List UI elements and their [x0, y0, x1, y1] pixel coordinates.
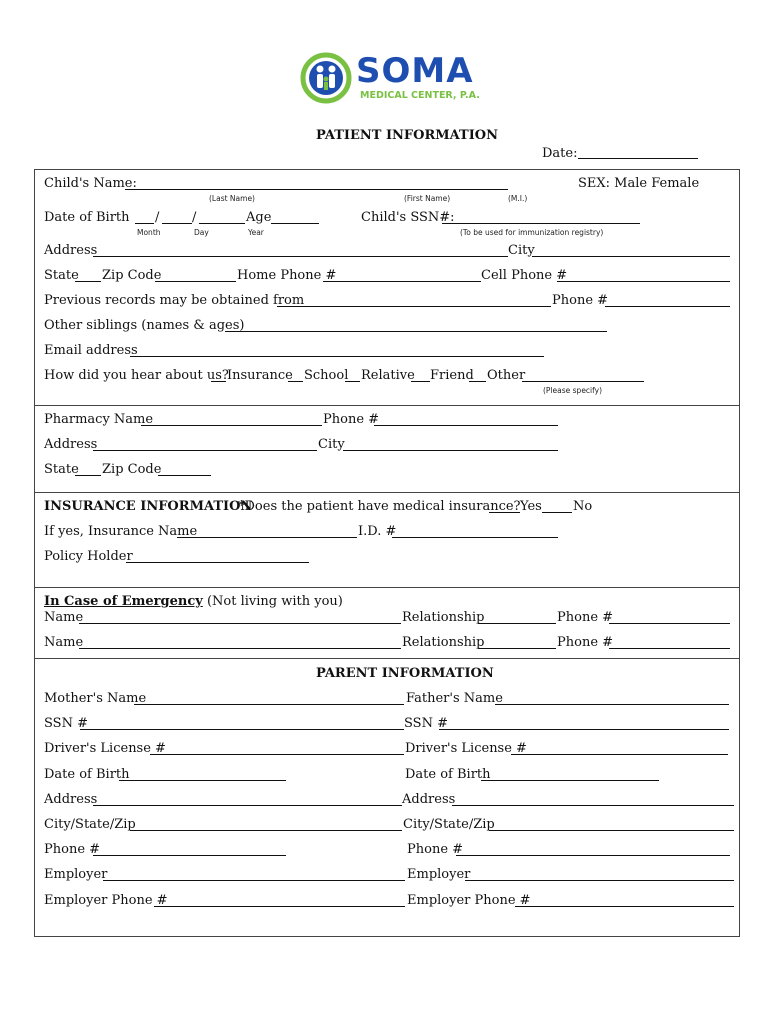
- insurance-check[interactable]: [211, 381, 226, 382]
- insurance-option: Insurance: [227, 368, 293, 383]
- emergency-relationship-field-1[interactable]: [478, 623, 556, 624]
- sex-label: SEX: Male Female: [578, 176, 700, 191]
- pharmacy-phone-field[interactable]: [374, 425, 558, 426]
- pharmacy-state-label: State: [44, 462, 79, 477]
- city-field[interactable]: [532, 256, 730, 257]
- insurance-name-field[interactable]: [177, 537, 357, 538]
- father-csz-field[interactable]: [489, 830, 734, 831]
- policy-holder-field[interactable]: [126, 562, 309, 563]
- address-label: Address: [44, 243, 98, 258]
- mother-employer-phone-field[interactable]: [154, 906, 405, 907]
- father-dob-field[interactable]: [481, 780, 659, 781]
- form-frame: [34, 169, 740, 937]
- emergency-name-field-1[interactable]: [79, 623, 401, 624]
- prev-phone-field[interactable]: [605, 306, 730, 307]
- father-csz-label: City/State/Zip: [403, 817, 495, 832]
- insurance-name-label: If yes, Insurance Name: [44, 524, 198, 539]
- age-field[interactable]: [271, 223, 319, 224]
- mother-dob-label: Date of Birth: [44, 767, 130, 782]
- father-employer-phone-label: Employer Phone #: [407, 893, 531, 908]
- zip-label: Zip Code: [102, 268, 162, 283]
- father-license-label: Driver's License #: [405, 741, 527, 756]
- state-label: State: [44, 268, 79, 283]
- pharmacy-address-field[interactable]: [93, 450, 317, 451]
- insurance-no-check[interactable]: [542, 512, 572, 513]
- hear-about-label: How did you hear about us?: [44, 368, 229, 383]
- pharmacy-phone-label: Phone #: [323, 412, 380, 427]
- dob-slash: /: [155, 210, 160, 225]
- emergency-phone-field-1[interactable]: [609, 623, 730, 624]
- email-label: Email address: [44, 343, 138, 358]
- emergency-name-label: Name: [44, 635, 84, 650]
- mi-hint: (M.I.): [508, 194, 528, 203]
- pharmacy-zip-label: Zip Code: [102, 462, 162, 477]
- father-name-field[interactable]: [495, 704, 729, 705]
- mother-csz-label: City/State/Zip: [44, 817, 136, 832]
- father-ssn-field[interactable]: [439, 729, 729, 730]
- logo: [300, 52, 480, 104]
- insurance-heading: INSURANCE INFORMATION: [44, 499, 253, 514]
- mother-ssn-label: SSN #: [44, 716, 88, 731]
- mother-employer-label: Employer: [44, 867, 108, 882]
- date-label: Date:: [542, 146, 578, 161]
- cell-phone-label: Cell Phone #: [481, 268, 568, 283]
- insurance-id-label: I.D. #: [358, 524, 397, 539]
- emergency-heading: In Case of Emergency: [44, 594, 203, 609]
- section-divider: [34, 658, 740, 659]
- friend-option: Friend: [430, 368, 474, 383]
- insurance-yes: Yes: [520, 499, 542, 514]
- father-phone-label: Phone #: [407, 842, 464, 857]
- father-name-label: Father's Name: [406, 691, 503, 706]
- emergency-phone-label: Phone #: [557, 610, 614, 625]
- insurance-no: No: [573, 499, 593, 514]
- mother-address-label: Address: [44, 792, 98, 807]
- address-field[interactable]: [93, 256, 508, 257]
- father-address-label: Address: [402, 792, 456, 807]
- pharmacy-state-field[interactable]: [75, 475, 101, 476]
- pharmacy-zip-field[interactable]: [158, 475, 211, 476]
- siblings-field[interactable]: [225, 331, 607, 332]
- email-field[interactable]: [130, 356, 544, 357]
- emergency-relationship-label: Relationship: [402, 635, 485, 650]
- mother-csz-field[interactable]: [130, 830, 402, 831]
- dob-day-field[interactable]: [162, 223, 192, 224]
- mother-address-field[interactable]: [93, 805, 402, 806]
- page-title: PATIENT INFORMATION: [316, 128, 498, 143]
- year-hint: Year: [248, 228, 264, 237]
- child-ssn-label: Child's SSN#:: [361, 210, 455, 225]
- pharmacy-name-field[interactable]: [141, 425, 322, 426]
- dob-year-field[interactable]: [199, 223, 245, 224]
- child-name-field[interactable]: [125, 189, 508, 190]
- dob-slash: /: [192, 210, 197, 225]
- father-employer-field[interactable]: [465, 880, 734, 881]
- emergency-note: (Not living with you): [206, 594, 343, 609]
- father-phone-field[interactable]: [456, 855, 730, 856]
- logo-name: SOMA: [356, 51, 474, 91]
- logo-icon: [300, 52, 352, 104]
- pharmacy-address-label: Address: [44, 437, 98, 452]
- dob-label: Date of Birth: [44, 210, 130, 225]
- home-phone-label: Home Phone #: [237, 268, 337, 283]
- mother-phone-label: Phone #: [44, 842, 101, 857]
- school-option: School: [304, 368, 349, 383]
- relative-option: Relative: [361, 368, 415, 383]
- mother-name-label: Mother's Name: [44, 691, 147, 706]
- emergency-relationship-field-2[interactable]: [478, 648, 556, 649]
- logo-subtitle: MEDICAL CENTER, P.A.: [360, 90, 480, 101]
- relative-check[interactable]: [345, 381, 360, 382]
- child-name-label: Child's Name:: [44, 176, 137, 191]
- policy-holder-label: Policy Holder: [44, 549, 133, 564]
- mother-name-field[interactable]: [134, 704, 404, 705]
- first-name-hint: (First Name): [404, 194, 451, 203]
- please-specify-hint: (Please specify): [543, 386, 603, 395]
- day-hint: Day: [194, 228, 209, 237]
- father-employer-label: Employer: [407, 867, 471, 882]
- ssn-note: (To be used for immunization registry): [460, 228, 604, 237]
- insurance-question: *Does the patient have medical insurance?: [238, 499, 521, 514]
- parent-heading: PARENT INFORMATION: [316, 666, 494, 681]
- age-label: Age: [246, 210, 272, 225]
- mother-license-field[interactable]: [150, 754, 404, 755]
- emergency-name-field-2[interactable]: [79, 648, 401, 649]
- father-dob-label: Date of Birth: [405, 767, 491, 782]
- emergency-relationship-label: Relationship: [402, 610, 485, 625]
- pharmacy-name-label: Pharmacy Name: [44, 412, 154, 427]
- other-field[interactable]: [522, 381, 644, 382]
- section-divider: [34, 492, 740, 493]
- mother-dob-field[interactable]: [119, 780, 286, 781]
- home-phone-field[interactable]: [323, 281, 481, 282]
- father-ssn-label: SSN #: [404, 716, 448, 731]
- mother-phone-field[interactable]: [93, 855, 286, 856]
- dob-month-field[interactable]: [135, 223, 154, 224]
- last-name-hint: (Last Name): [209, 194, 255, 203]
- father-address-field[interactable]: [452, 805, 734, 806]
- mother-license-label: Driver's License #: [44, 741, 166, 756]
- emergency-phone-field-2[interactable]: [609, 648, 730, 649]
- emergency-heading-row: [44, 594, 343, 610]
- father-license-field[interactable]: [511, 754, 728, 755]
- prev-records-label: Previous records may be obtained from: [44, 293, 305, 308]
- father-employer-phone-field[interactable]: [515, 906, 734, 907]
- zip-field[interactable]: [155, 281, 236, 282]
- insurance-yes-check[interactable]: [489, 512, 520, 513]
- mother-employer-phone-label: Employer Phone #: [44, 893, 168, 908]
- mother-ssn-field[interactable]: [80, 729, 404, 730]
- prev-records-field[interactable]: [277, 306, 551, 307]
- section-divider: [34, 587, 740, 588]
- emergency-name-label: Name: [44, 610, 84, 625]
- date-field[interactable]: [578, 158, 698, 159]
- mother-employer-field[interactable]: [103, 880, 405, 881]
- pharmacy-city-field[interactable]: [343, 450, 558, 451]
- other-check[interactable]: [469, 381, 486, 382]
- city-label: City: [508, 243, 535, 258]
- siblings-label: Other siblings (names & ages): [44, 318, 245, 333]
- prev-phone-label: Phone #: [552, 293, 609, 308]
- other-option: Other: [487, 368, 526, 383]
- emergency-phone-label: Phone #: [557, 635, 614, 650]
- cell-phone-field[interactable]: [557, 281, 730, 282]
- month-hint: Month: [137, 228, 161, 237]
- section-divider: [34, 405, 740, 406]
- pharmacy-city-label: City: [318, 437, 345, 452]
- child-ssn-field[interactable]: [442, 223, 640, 224]
- state-field[interactable]: [75, 281, 101, 282]
- school-check[interactable]: [288, 381, 303, 382]
- insurance-id-field[interactable]: [392, 537, 558, 538]
- friend-check[interactable]: [411, 381, 430, 382]
